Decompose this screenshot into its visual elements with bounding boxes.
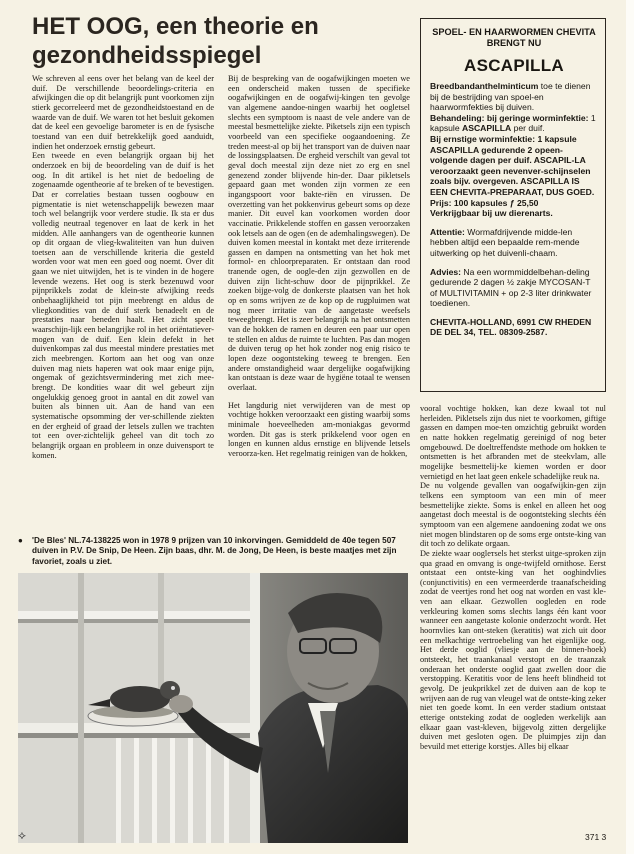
photo-caption xyxy=(18,536,418,567)
ad-treatment-label: Behandeling: bij geringe worminfektie: xyxy=(430,112,589,123)
ad-treatment-brand: ASCAPILLA xyxy=(462,123,512,134)
paragraph: De nu volgende gevallen van oogafwijkin-gen zijn telkens een symptoom van een min of meer besmettelijke ziekte. Soms is enkel en alleen het oog aangetast doch meestal is de oogontsteking slechts één symptoom van een algemene aandoening zodat we ons niet mogen blindstaren op de soms erge ontste-king van dit toch zo delikate orgaan. xyxy=(420,481,606,549)
ad-treatment-light xyxy=(430,113,598,134)
article-title: HET OOG, een theorie en gezondheidsspiegel xyxy=(32,13,319,69)
caption-text: 'De Bles' NL.74-138225 won in 1978 9 prijzen van 10 inkorvingen. Gemiddeld de 40e tegen 507 duiven in P.V. De Snip, De Heen. Zijn baas, dhr. M. de Jong, De Heen, is beste maatjes met zijn favoriet, zoals u ziet. xyxy=(32,536,397,566)
ad-intro-bold: Breedbandanthelminticum xyxy=(430,81,539,91)
paragraph: Bij de bespreking van de oogafwijkingen moeten we een onderscheid maken tussen de specifieke oogafwijkingen en de oogafwij-kingen ten gevolge van algemene aandoe-ningen waarbij het oogletsel slechts een symptoom is naast de vele andere van de meestal besmettelijke ziekte. Piketsels zijn een typisch voorbeeld van een specifieke oogaandoening. Ze treden meest-al op bij het transport van de duiven naar de lossingsplaatsen. De ergheid verschilt van geval tot geval doch meestal zijn deze niet zo erg en snel genezend zonder blijvende hin-der. Daar pikletsels gepaard gaan met wonden zijn vormen ze een ingangspoort voor bakte-riën en virussen. De overzetting van het pokkenvirus gebeurt soms op deze manier. Dit euvel kan voorkomen worden door vaccinatie. Prikkelende stoffen en gassen veroorzaken ook letsels aan de ogen (en de ademhalingswegen). De duiven komen meestal in kontakt met deze irriterende gassen en dampen na ontsmetting van het hok met formol- en chloorpreparaten. Er ontstaan dan rood tranende ogen, de oogle-den zijn gezwollen en de duiven zijn licht-schuw door de pijnprikkel. Ze zoeken bijge-volg de donkerste plaatsen van het hok op en soms wrijven ze de kop op de rugpluimen wat nog meer irritatie van de aangetaste weefsels teweegbrengt. Het is zeer belangrijk na het ontsmetten van de hokken de ramen en deuren een paar uur open te stellen en aldus de ruimte te luchten. Pas dan mogen de duiven terug op het hok zonder nog enig risico te lopen deze oogontsteking teweeg te brengen. Een andere omstandigheid waar dergelijke oogafwijking kan ontstaan is deze waar de hygiëne totaal te wensen overlaat. xyxy=(228,74,410,392)
ad-intro-text: toe te dienen bij de bestrijding van spoel-en haarwormfekties bij duiven. xyxy=(430,81,591,113)
pigeon-photo-image xyxy=(18,573,408,843)
paragraph: De ziekte waar ooglетsels het sterkst uitge-sproken zijn qua graad en omvang is onge-twijfeld ornithose. Eerst ontstaat een ontste-king van het ooghindvlies (conjunctivitis) en een vermeerderde traanafscheiding zodat de veertjes rond het oog nat worden en vast kle-ven aan elkaar. Gezwollen oogleden en rode verkleuring komen soms slechts langs één kant voor wanneer een aangetaste kolonie onderzocht wordt. Het hoornvlies kan ont-steken (keratitis) wat zich uit door een melkachtige vertroebeling van het eigenlijke oog. Het derde ooglid (vliesje aan de binnen-hoek) ontsteekt, het traankanaal verstopt en de traanzak onderaan het onderste ooglid gaat zwellen door die verstopping. Keratitis voor de lens heeft blindheid tot gevolg. De jeukprikkel zet de duiven aan de kop te wrijven aan de rug van vleugel wat de ontste-king zeker niet ten goede komt. In een verder stadium ontstaat etterige ontsteking zodat de oogleden werkelijk aan elkaar gaan vast-kleven, bijgevolg zitten dergelijke duiven met gesloten ogen. De pluimpjes zijn dan bevuild met etterige korstjes. Alles bij elkaar xyxy=(420,548,606,751)
paragraph: vooral vochtige hokken, kan deze kwaal tot nul herleiden. Pikletsels zijn dus niet te voorkomen, giftige gassen en dampen moe-ten omzichtig gebruikt worden en natte hokken regelmatig gereinigd of nog beter omgebouwd. De doeltreffendste methode om hokken te ontsmetten is het afbranden met de steekvlam, alle mogelijke besmettelij-ke kiemen worden er door vernietigd en het laat geen enkele schadelijke reuk na. xyxy=(420,404,606,481)
page-mark-icon: ⟡ xyxy=(18,828,26,842)
ad-treatment-heavy xyxy=(430,134,598,198)
ad-advice-label: Advies: xyxy=(430,266,462,277)
ad-heavy-label: Bij ernstige worminfektie: xyxy=(430,133,536,144)
article-column-1 xyxy=(32,74,214,528)
ad-header: SPOEL- EN HAARWORMEN CHEVITA BRENGT NU xyxy=(432,27,596,48)
paragraph: We schreven al eens over het belang van de keel der duif. De verschillende beoordelings-criteria en afwijkingen die op dit belangrijk punt voorkomen zijn stierk gecorreleerd met de gezondheidstoestand en de waarde van de duif. We waren tot het besluit gekomen dat de keel een gevoelige barometer is en de fysische toestand van een duif betrekkelijk goed aanduidt, indien het onderzoek ernstig gebeurt. xyxy=(32,74,214,151)
bullet-icon: ● xyxy=(18,536,23,545)
ad-advice-text: Na een wormmiddelbehan-deling gedurende 2 dagen ½ zakje MYCOSAN-T of MULTIVITAMIN + op 2-3 liter drinkwater toedienen. xyxy=(430,266,592,309)
article-column-3 xyxy=(420,404,606,832)
ad-treatment-end: per duif. xyxy=(511,123,545,134)
ad-intro xyxy=(430,81,598,113)
ad-brand: ASCAPILLA xyxy=(464,56,564,75)
advertisement-box xyxy=(420,18,606,392)
ad-attention-text: Wormafdrijvende midde-len hebben altijd een bepaalde rem-mende uitwerking op het duivenli-chaam. xyxy=(430,226,580,258)
ad-retail: Verkrijgbaar bij uw dierenarts. xyxy=(430,208,553,219)
page-number: 371 3 xyxy=(585,832,607,842)
ad-heavy-text: 1 kapsule ASCAPILLA gedurende 2 opeen-volgende dagen per duif. ASCAPIL-LA veroorzaakt geen nevenver-schijnselen zoals bijv. overgeven. ASCAPILLA IS EEN CHEVITA-PREPARAAT, DUS GOED. xyxy=(430,133,595,197)
article-column-2 xyxy=(228,74,410,528)
paragraph: Het langdurig niet verwijderen van de mest op vochtige hokken veroorzaakt een gisting waarbij soms minimale hoeveelheden am-moniakgas gevormd worden. Dit gas is sterk prikkelend voor ogen en longen en kunnen aldus ernstige en blijvende letsels veroorza-ken. Het regelmatig reinigen van de hokken, xyxy=(228,400,410,458)
ad-treatment-text: 1 kapsule xyxy=(430,112,596,134)
ad-contact: CHEVITA-HOLLAND, 6991 CW RHEDEN xyxy=(430,316,592,327)
ad-address: DE DEL 34, TEL. 08309-2587. xyxy=(430,327,548,338)
ad-attention-label: Attentie: xyxy=(430,226,465,237)
ad-advice xyxy=(430,267,598,309)
ad-price: Prijs: 100 kapsules ƒ 25,50 xyxy=(430,197,539,208)
ad-attention xyxy=(430,227,598,259)
paragraph: Een tweede en even belangrijk orgaan bij het onderzoek en bij de beoordeling van de duif is het oog. In dit artikel is het niet de bedoeling de zogenaamde ogentheorie af te breken of te bevestigen. Dat er correlaties bestaan tussen oogbouw en pigmentatie is niet wetenschappelijk bewezen maar toch wel belangrijk voor verdere studie. Ik sta er dus volledig neutraal tegenover en laat de kerk in het midden. Alle aanhangers van de ogentheorie kunnen op dit orgaan de vlieg-kwaliteiten van hun duiven toetsen aan de verschillende kriteria die gesteld worden voor wat men een goed oog noemt. Over dit gaan we niet uitwijden, het is te vinden in de hogere levende wezens. Het oog is sterk bezenuwd voor pijnprikkels zodat de klein-ste afwijking reeds onbehaaglijkheid tot pijn meebrengt en aldus de vliegkondities van de duif sterk benadeelt en de prestaties naar beneden haalt. Het zicht speelt waarschijn-lijk een belangrijke rol in het oriëntatiever-mogen van de duif. Een klein defekt in het duivenkompas zal dus meestal mindere prestaties met zich meebrengen. Kortom aan het oog van onze duiven mag niets haperen wat ook maar enige pijn, ongemak of gezichtsvermindering met zich mee-brengt. De kondities waar dit wel gebeurt zijn ongelukkig genoeg groot in aantal en dit zowel van buiten als binnen uit. Aan de hand van een systematische opsomming der ver-schillende ziekten en der ergheid of graad der letsels zullen we trachten tot een over-zichtelijk geheel van dit toch zo belangrijk orgaan en probleem in onze duivensport te komen. xyxy=(32,151,214,460)
photo-man-with-pigeon xyxy=(18,573,408,843)
